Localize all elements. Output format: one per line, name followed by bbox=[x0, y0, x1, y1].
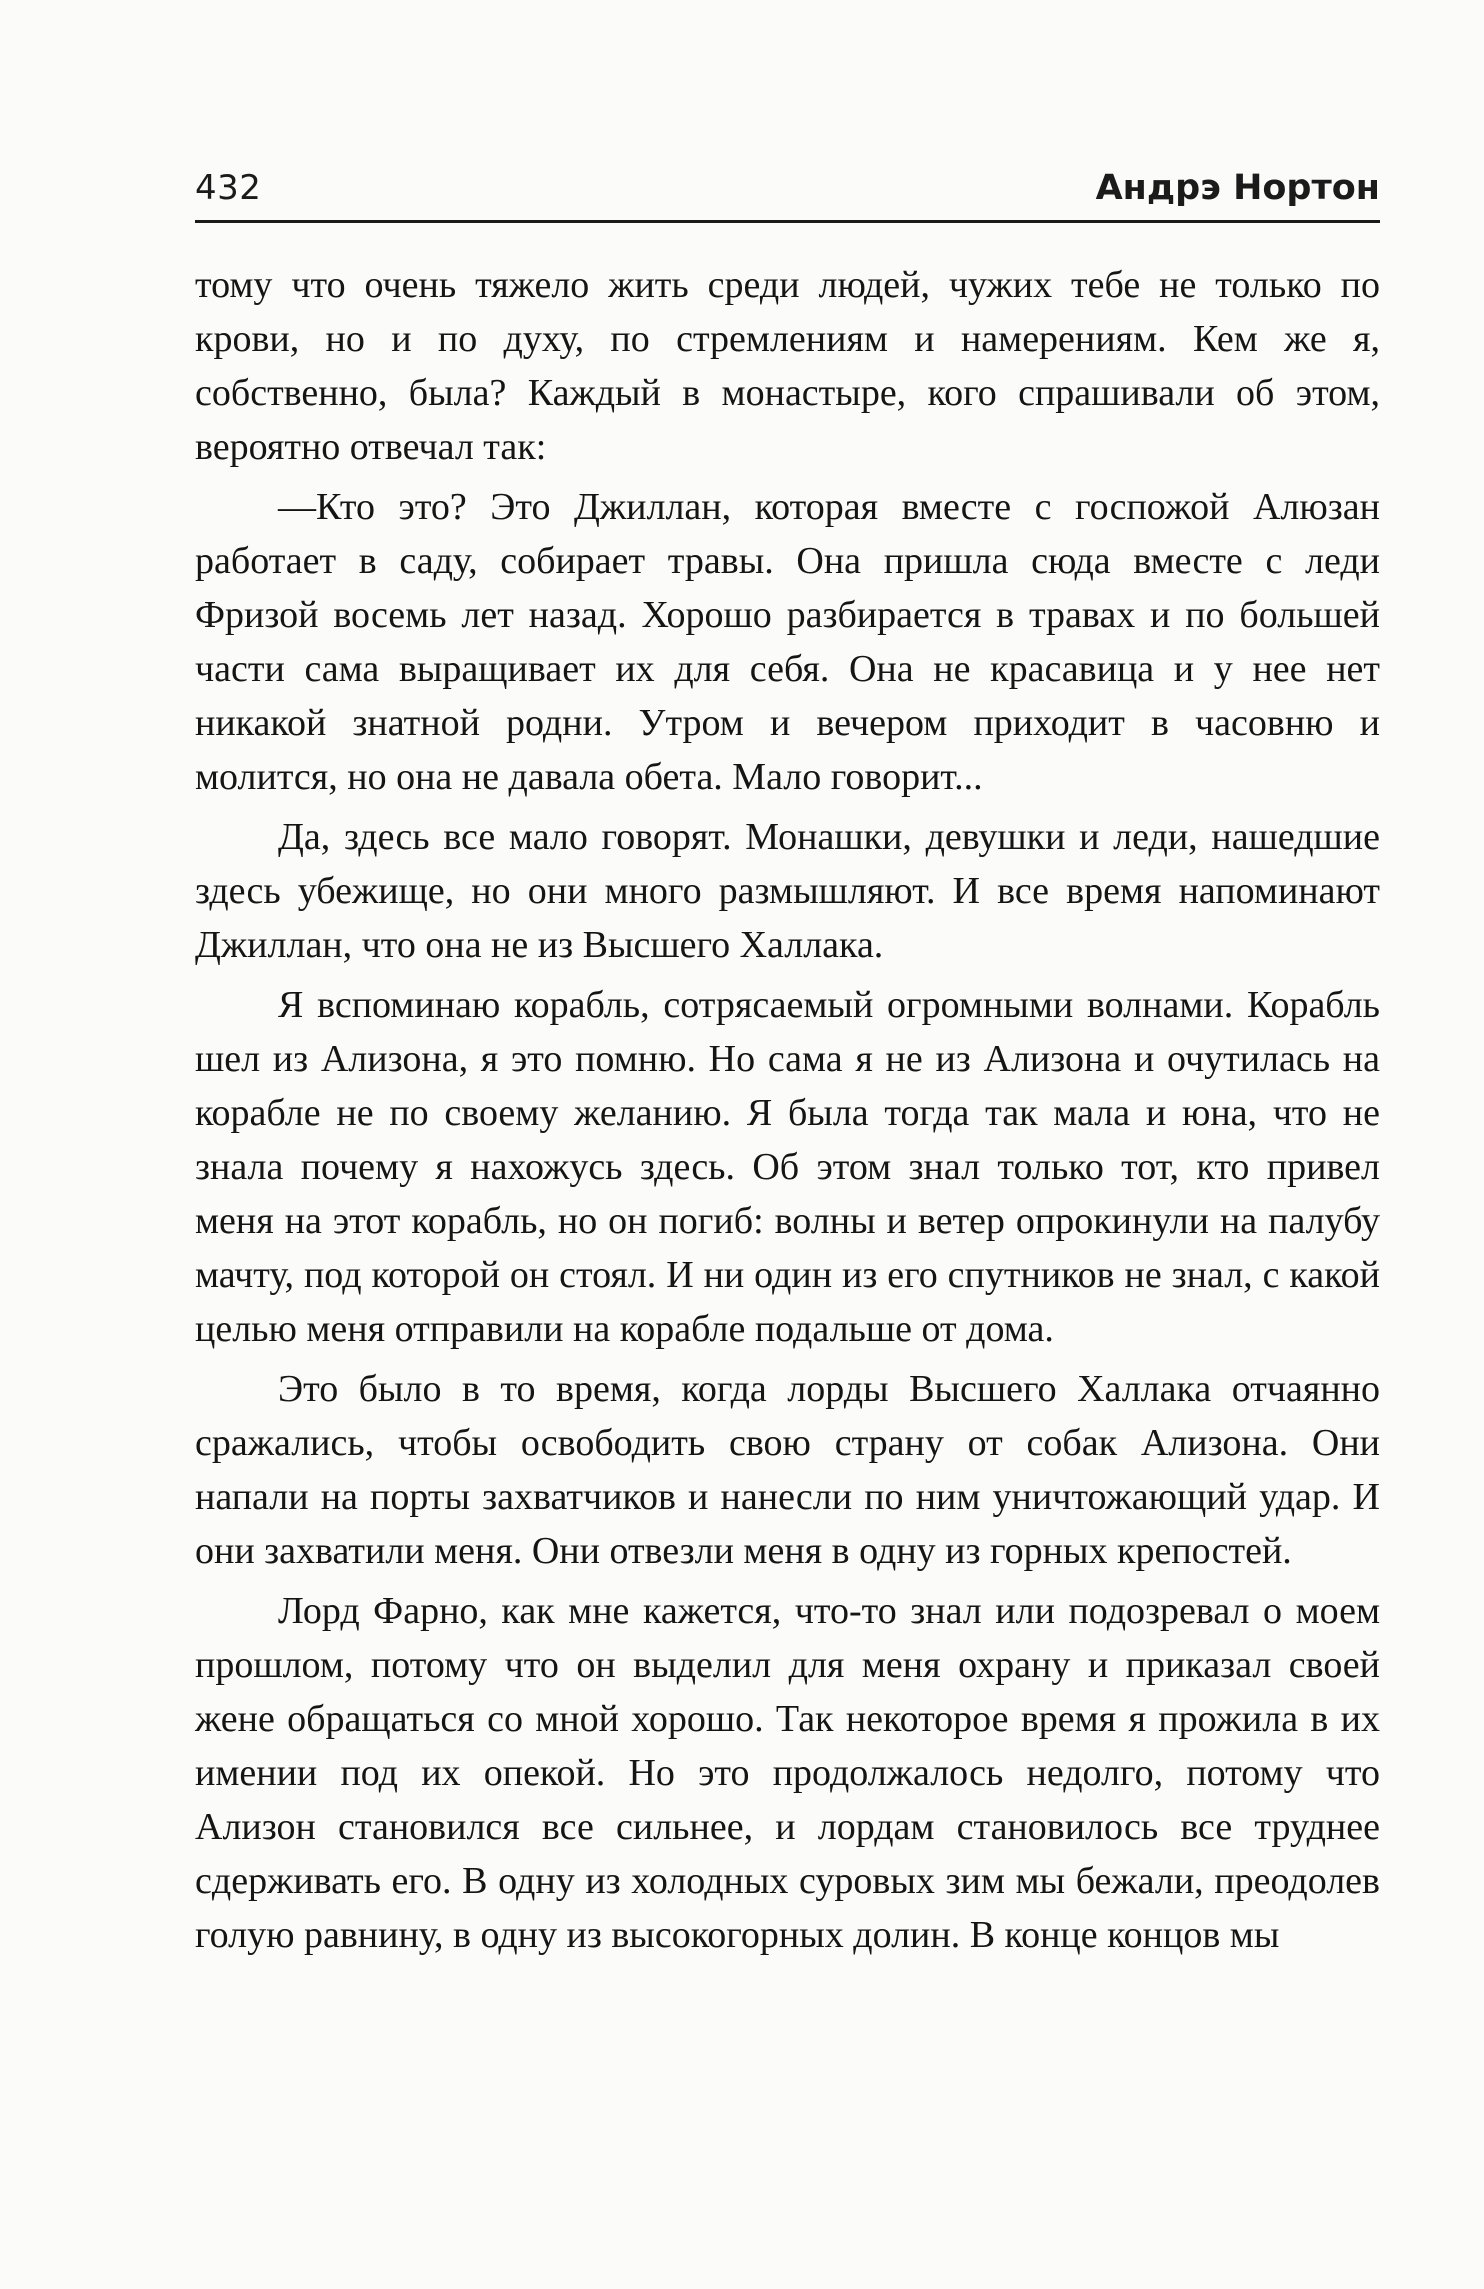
paragraph: Это было в то время, когда лорды Высшего Халлака отчаянно сражались, чтобы освободить свою страну от собак Ализона. Они напали на порты захватчиков и нанесли по ним уничтожающий удар. И они захватили меня. Они отвезли меня в одну из горных крепостей. bbox=[195, 1368, 1380, 1572]
paragraph: Лорд Фарно, как мне кажется, что-то знал или подозревал о моем прошлом, потому что он выделил для меня охрану и приказал своей жене обращаться со мной хорошо. Так некоторое время я прожила в их имении под их опекой. Но это продолжалось недолго, потому что Ализон становился все сильнее, и лордам становилось все труднее сдерживать его. В одну из холодных суровых зим мы бежали, преодолев голую равнину, в одну из высокогорных долин. В конце концов мы bbox=[195, 1590, 1380, 1956]
page-number: 432 bbox=[195, 168, 262, 208]
paragraph-dialogue: —Кто это? Это Джиллан, которая вместе с госпожой Алюзан работает в саду, собирает травы. Она пришла сюда вместе с леди Фризой восемь лет назад. Хорошо разбирается в травах и по большей части сама выращивает их для себя. Она не красавица и у нее нет никакой знатной родни. Утром и вечером приходит в часовню и молится, но она не давала обета. Мало говорит... bbox=[195, 486, 1380, 798]
running-head bbox=[195, 168, 1380, 223]
running-title: Андрэ Нортон bbox=[1095, 168, 1380, 208]
paragraph: Да, здесь все мало говорят. Монашки, девушки и леди, нашедшие здесь убежище, но они много размышляют. И все время напоминают Джиллан, что она не из Высшего Халлака. bbox=[195, 816, 1380, 966]
body-text bbox=[195, 258, 1380, 1968]
paragraph: Я вспоминаю корабль, сотрясаемый огромными волнами. Корабль шел из Ализона, я это помню. Но сама я не из Ализона и очутилась на корабле не по своему желанию. Я была тогда так мала и юна, что не знала почему я нахожусь здесь. Об этом знал только тот, кто привел меня на этот корабль, но он погиб: волны и ветер опрокинули на палубу мачту, под которой он стоял. И ни один из его спутников не знал, с какой целью меня отправили на корабле подальше от дома. bbox=[195, 984, 1380, 1350]
paragraph-continuation: тому что очень тяжело жить среди людей, чужих тебе не только по крови, но и по духу, по стремлениям и намерениям. Кем же я, собственно, была? Каждый в монастыре, кого спрашивали об этом, вероятно отвечал так: bbox=[195, 264, 1380, 468]
